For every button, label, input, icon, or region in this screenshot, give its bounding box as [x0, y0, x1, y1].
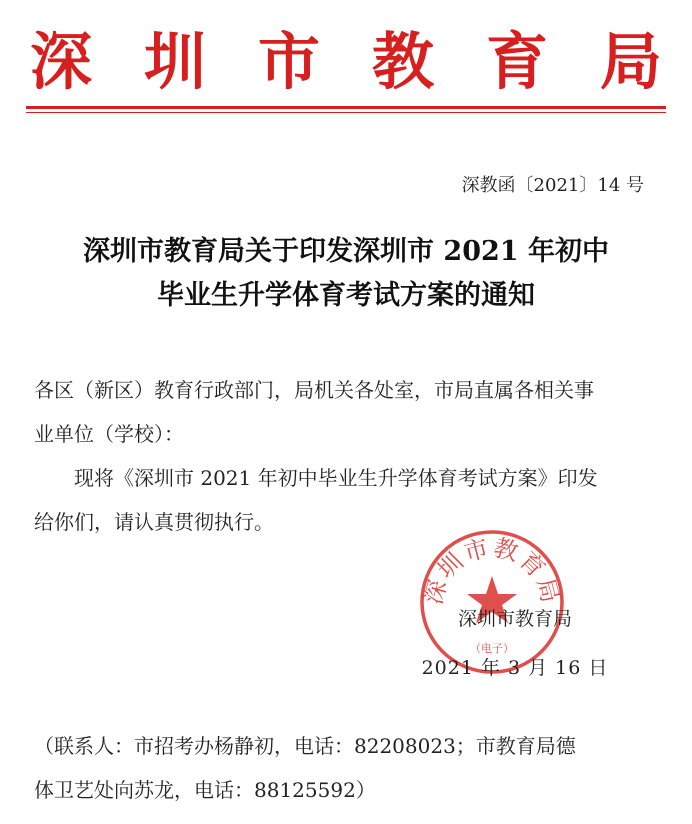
- document-title: [40, 230, 652, 318]
- letterhead-char: 育: [485, 25, 548, 98]
- body-line-recipients-cont: 业单位（学校）：: [34, 422, 184, 446]
- seal-arc-text: 深圳市教育局: [419, 533, 565, 608]
- body-line-notice: 现将《深圳市 2021 年初中毕业生升学体育考试方案》印发: [74, 466, 598, 490]
- document-body: [34, 368, 666, 544]
- letterhead-divider-thin: [26, 112, 666, 113]
- signature-date: 2021 年 3 月 16 日: [421, 657, 609, 679]
- document-number: 深教函〔2021〕14 号: [461, 175, 644, 196]
- signature-org: 深圳市教育局: [457, 608, 572, 630]
- letterhead-char: 市: [257, 25, 320, 98]
- contact-line-1: （联系人：市招考办杨静初，电话：82208023；市教育局德: [34, 734, 576, 758]
- seal-sub-text: （电子）: [470, 642, 514, 655]
- title-line-1: 深圳市教育局关于印发深圳市 2021 年初中: [83, 236, 609, 267]
- signature-block: [420, 604, 610, 680]
- body-line-notice-cont: 给你们，请认真贯彻执行。: [34, 510, 274, 534]
- letterhead-char: 教: [371, 25, 434, 98]
- letterhead-divider-thick: [26, 106, 666, 109]
- letterhead-char: 深: [30, 25, 93, 98]
- letterhead-char: 圳: [143, 25, 206, 98]
- body-line-recipients: 各区（新区）教育行政部门，局机关各处室，市局直属各相关事: [34, 378, 594, 402]
- contact-line-2: 体卫艺处向苏龙，电话：88125592）: [34, 778, 376, 802]
- contact-info: [34, 724, 666, 812]
- letterhead-title: [30, 24, 662, 100]
- title-line-2: 毕业生升学体育考试方案的通知: [157, 280, 535, 311]
- letterhead-char: 局: [599, 25, 662, 98]
